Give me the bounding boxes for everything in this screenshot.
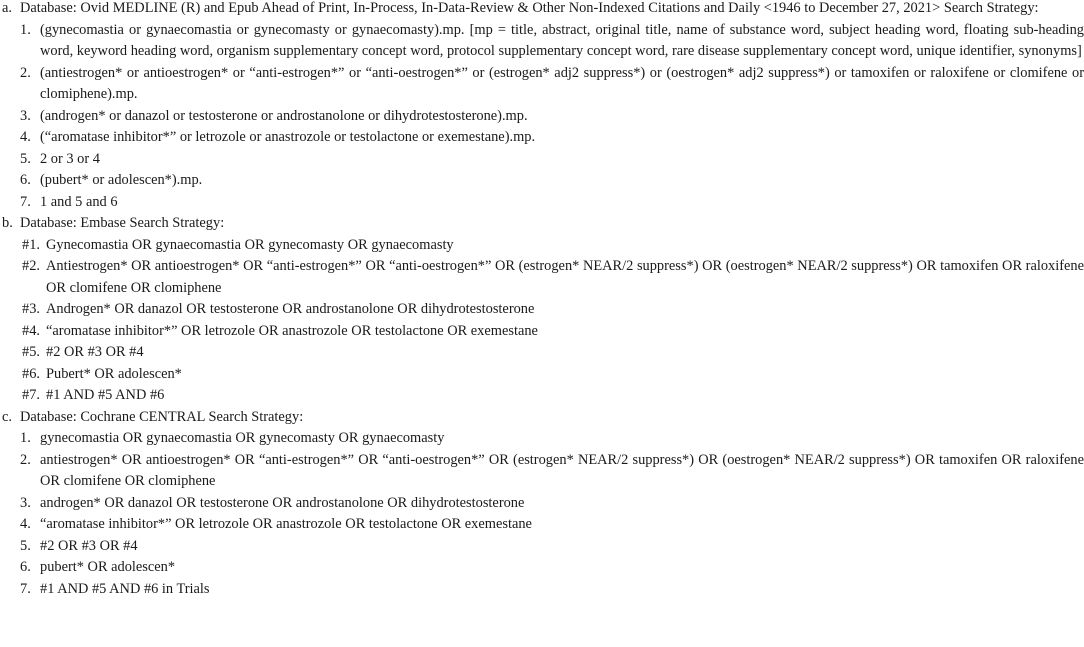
item-text: pubert* OR adolescen* (40, 559, 176, 575)
section-heading (0, 407, 1084, 429)
item-text: Pubert* OR adolescen* (46, 365, 182, 382)
section-heading (0, 0, 1084, 20)
item-text: 2 or 3 or 4 (40, 150, 100, 167)
item-number: 6. (20, 559, 31, 575)
item-text: androgen* OR danazol OR testosterone OR androstanolone OR dihydrotestosterone (40, 494, 525, 511)
search-step-list (0, 235, 1084, 407)
item-text: (androgen* or danazol or testosterone or androstanolone or dihydrotestosterone).mp. (40, 107, 528, 124)
item-number: 5. (20, 150, 31, 167)
section-letter: a. (2, 0, 12, 16)
item-number: 2. (20, 451, 31, 468)
section-heading-text: Database: Embase Search Strategy: (20, 215, 225, 231)
section-heading-text: Database: Ovid MEDLINE (R) and Epub Ahead of Print, In-Process, In-Data-Review & Other Non-Indexed Citations and Daily <1946 to December 27, 2021> Search Strategy: (20, 0, 1039, 16)
item-text: Antiestrogen* OR antioestrogen* OR “anti-estrogen*” OR “anti-oestrogen*” OR (estrogen* NEAR/2 suppress*) OR (oestrogen* NEAR/2 suppress*) OR tamoxifen OR raloxifene OR clomifene OR clomiphene (46, 258, 1084, 296)
item-text: #1 AND #5 AND #6 (46, 387, 165, 403)
item-text: #1 AND #5 AND #6 in Trials (40, 580, 210, 597)
item-text: Androgen* OR danazol OR testosterone OR androstanolone OR dihydrotestosterone (46, 301, 535, 317)
item-text: “aromatase inhibitor*” OR letrozole OR anastrozole OR testolactone OR exemestane (40, 516, 532, 532)
list-item (0, 63, 1084, 106)
search-step-list (0, 20, 1084, 214)
item-number: 7. (20, 193, 31, 210)
list-item (0, 450, 1084, 493)
section-heading (0, 213, 1084, 235)
list-item (0, 321, 1084, 343)
section-heading-text: Database: Cochrane CENTRAL Search Strategy: (20, 408, 304, 425)
item-number: 4. (20, 516, 31, 532)
section-medline (0, 0, 1084, 213)
list-item (0, 385, 1084, 407)
item-number: 6. (20, 172, 31, 188)
item-number: 7. (20, 580, 31, 597)
item-number: #5. (22, 344, 40, 360)
item-number: 5. (20, 537, 31, 554)
item-text: (“aromatase inhibitor*” or letrozole or anastrozole or testolactone or exemestane).mp. (40, 129, 536, 145)
list-item (0, 579, 1084, 601)
item-text: “aromatase inhibitor*” OR letrozole OR anastrozole OR testolactone OR exemestane (46, 322, 538, 339)
item-number: #6. (22, 365, 40, 382)
list-item (0, 493, 1084, 515)
list-item (0, 364, 1084, 386)
list-item (0, 20, 1084, 63)
list-item (0, 299, 1084, 321)
list-item (0, 256, 1084, 299)
item-text: gynecomastia OR gynaecomastia OR gynecomasty OR gynaecomasty (40, 430, 445, 446)
item-number: #2. (22, 258, 40, 274)
list-item (0, 127, 1084, 149)
search-step-list (0, 428, 1084, 600)
list-item (0, 514, 1084, 536)
item-text: #2 OR #3 OR #4 (46, 344, 144, 360)
item-text: (pubert* or adolescen*).mp. (40, 172, 203, 188)
list-item (0, 149, 1084, 171)
list-item (0, 106, 1084, 128)
item-number: 1. (20, 430, 31, 446)
section-letter: c. (2, 408, 12, 425)
item-text: #2 OR #3 OR #4 (40, 537, 138, 554)
list-item (0, 557, 1084, 579)
item-number: 1. (20, 21, 31, 38)
item-number: #1. (22, 236, 40, 253)
list-item (0, 342, 1084, 364)
item-number: #7. (22, 387, 40, 403)
item-number: #4. (22, 322, 40, 339)
item-number: 3. (20, 494, 31, 511)
item-number: 2. (20, 64, 31, 81)
list-item (0, 536, 1084, 558)
section-cochrane (0, 407, 1084, 601)
list-item (0, 192, 1084, 214)
section-embase (0, 213, 1084, 407)
list-item (0, 428, 1084, 450)
item-text: (gynecomastia or gynaecomastia or gynecomasty or gynaecomasty).mp. [mp = title, abstract, original title, name of substance word, subject heading word, floating sub-heading word, keyword heading word, organism supplementary concept word, protocol supplementary concept word, rare disease supplementary concept word, unique identifier, synonyms] (40, 21, 1084, 59)
item-text: antiestrogen* OR antioestrogen* OR “anti-estrogen*” OR “anti-oestrogen*” OR (estrogen* NEAR/2 suppress*) OR (oestrogen* NEAR/2 suppress*) OR tamoxifen OR raloxifene OR clomifene OR clomiphene (40, 451, 1084, 489)
item-text: 1 and 5 and 6 (40, 193, 118, 210)
item-number: 4. (20, 129, 31, 145)
item-text: (antiestrogen* or antioestrogen* or “anti-estrogen*” or “anti-oestrogen*” or (estrogen* adj2 suppress*) or (oestrogen* adj2 suppress*) or tamoxifen or raloxifene or clomifene or clomiphene).mp. (40, 64, 1084, 102)
item-number: #3. (22, 301, 40, 317)
section-letter: b. (2, 215, 13, 231)
list-item (0, 170, 1084, 192)
item-text: Gynecomastia OR gynaecomastia OR gynecomasty OR gynaecomasty (46, 236, 454, 253)
list-item (0, 235, 1084, 257)
item-number: 3. (20, 107, 31, 124)
